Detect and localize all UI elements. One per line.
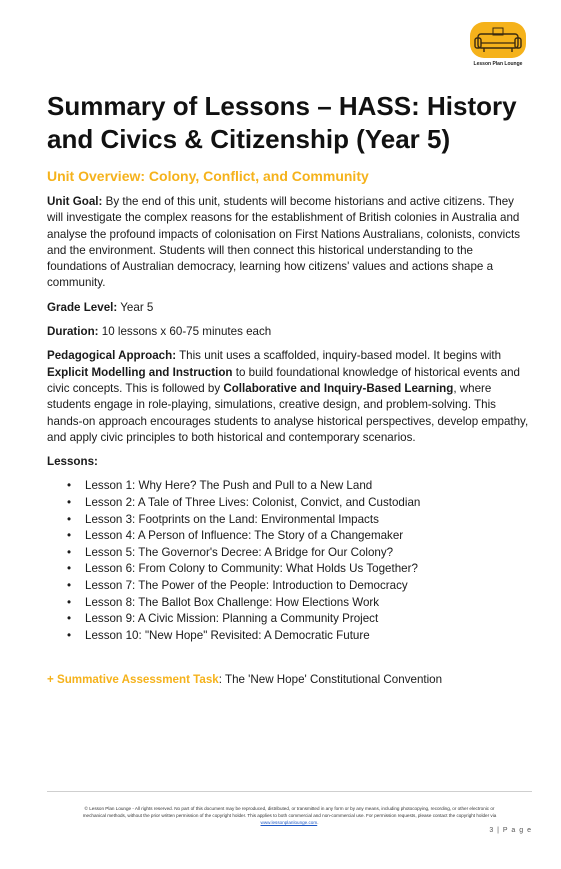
link-suffix: .: [317, 820, 319, 825]
website-link[interactable]: www.lessonplanlounge.com: [260, 820, 318, 825]
list-item: [67, 595, 532, 612]
logo-wordmark: Lesson Plan Lounge: [473, 61, 523, 67]
approach-text-2: to build foundational knowledge of historical events and civic concepts. This is followed by: [47, 365, 520, 395]
lesson-title: Lesson 8: The Ballot Box Challenge: How Elections Work: [85, 595, 380, 609]
lesson-title: Lesson 1: Why Here? The Push and Pull to a New Land: [85, 479, 373, 493]
list-item: [67, 545, 532, 562]
lesson-title: Lesson 2: A Tale of Three Lives: Colonist, Convict, and Custodian: [85, 496, 421, 510]
approach-bold-1: Explicit Modelling and Instruction: [47, 365, 233, 379]
duration-paragraph: [47, 324, 532, 340]
list-item: [67, 528, 532, 545]
bullet-icon: •: [67, 545, 72, 559]
grade-level-label: Grade Level:: [47, 300, 118, 314]
lesson-title: Lesson 5: The Governor's Decree: A Bridge for Our Colony?: [85, 545, 394, 559]
page-number: 3 | P a g e: [489, 827, 532, 834]
bullet-icon: •: [67, 612, 72, 626]
sofa-icon: [466, 20, 530, 62]
list-item: [67, 561, 532, 578]
grade-level-paragraph: [47, 300, 532, 316]
summative-assessment-title: : The 'New Hope' Constitutional Convention: [218, 673, 443, 686]
footer-divider: [47, 791, 532, 792]
bullet-icon: •: [67, 479, 72, 493]
lessons-heading-label: Lessons:: [47, 455, 98, 469]
unit-overview-body: [47, 194, 532, 644]
pedagogical-approach-paragraph: [47, 348, 532, 446]
summative-assessment-label: + Summative Assessment Task: [47, 673, 219, 686]
bullet-icon: •: [67, 496, 72, 510]
approach-text-3: , where students engage in role-playing, simulations, creative design, and problem-solving. This hands-on approach encourages students to analyse historical perspectives, develop empathy, and apply civic principles to both historical and contemporary scenarios.: [47, 381, 529, 444]
lesson-title: Lesson 4: A Person of Influence: The Story of a Changemaker: [85, 529, 404, 543]
duration-label: Duration:: [47, 325, 99, 339]
approach-bold-2: Collaborative and Inquiry-Based Learning: [223, 381, 454, 395]
copyright-line-2: mechanical methods, without the prior written permission of the copyright holder. This applies to both commercial and non-commercial use. For permission requests, please contact the copyright holder via: [82, 813, 497, 818]
summative-assessment-line: [47, 672, 442, 688]
lessons-list: [47, 478, 532, 644]
bullet-icon: •: [67, 529, 72, 543]
page-title: Summary of Lessons – HASS: History and Civics & Citizenship (Year 5): [47, 91, 517, 154]
list-item: [67, 578, 532, 595]
bullet-icon: •: [67, 579, 72, 593]
unit-overview-heading: Unit Overview: Colony, Conflict, and Community: [47, 168, 369, 184]
pedagogical-approach-label: Pedagogical Approach:: [47, 349, 177, 363]
duration-value: 10 lessons x 60-75 minutes each: [98, 325, 272, 339]
unit-goal-text: By the end of this unit, students will become historians and active citizens. They will investigate the complex reasons for the establishment of British colonies in Australia and analyse the profound impacts of colonisation on First Nations Australians, colonists, convicts and the environment. Students will then connect this historical understanding to the foundations of Australian democracy, learning how citizens' values and actions shape a community.: [47, 195, 521, 290]
unit-goal-paragraph: [47, 194, 532, 292]
list-item: [67, 512, 532, 529]
lesson-plan-lounge-logo: [466, 20, 530, 72]
lesson-title: Lesson 3: Footprints on the Land: Environmental Impacts: [85, 512, 379, 526]
lessons-heading: [47, 454, 532, 470]
list-item: [67, 495, 532, 512]
bullet-icon: •: [67, 628, 72, 642]
bullet-icon: •: [67, 562, 72, 576]
approach-text-1: This unit uses a scaffolded, inquiry-based model. It begins with: [176, 349, 502, 363]
bullet-icon: •: [67, 595, 72, 609]
bullet-icon: •: [67, 512, 72, 526]
lesson-title: Lesson 7: The Power of the People: Introduction to Democracy: [85, 579, 408, 593]
list-item: [67, 478, 532, 495]
copyright-footer: [47, 805, 532, 826]
grade-level-value: Year 5: [117, 300, 154, 314]
copyright-line-1: © Lesson Plan Lounge - All rights reserved. No part of this document may be reproduced, distributed, or transmitted in any form or by any means, including photocopying, recording, or other electronic or: [84, 806, 495, 811]
copyright-line-3: [47, 819, 532, 826]
lesson-title: Lesson 9: A Civic Mission: Planning a Community Project: [85, 612, 379, 626]
unit-goal-label: Unit Goal:: [47, 195, 103, 208]
list-item: [67, 628, 532, 645]
list-item: [67, 611, 532, 628]
lesson-title: Lesson 10: "New Hope" Revisited: A Democratic Future: [85, 628, 370, 642]
lesson-title: Lesson 6: From Colony to Community: What Holds Us Together?: [85, 562, 418, 576]
